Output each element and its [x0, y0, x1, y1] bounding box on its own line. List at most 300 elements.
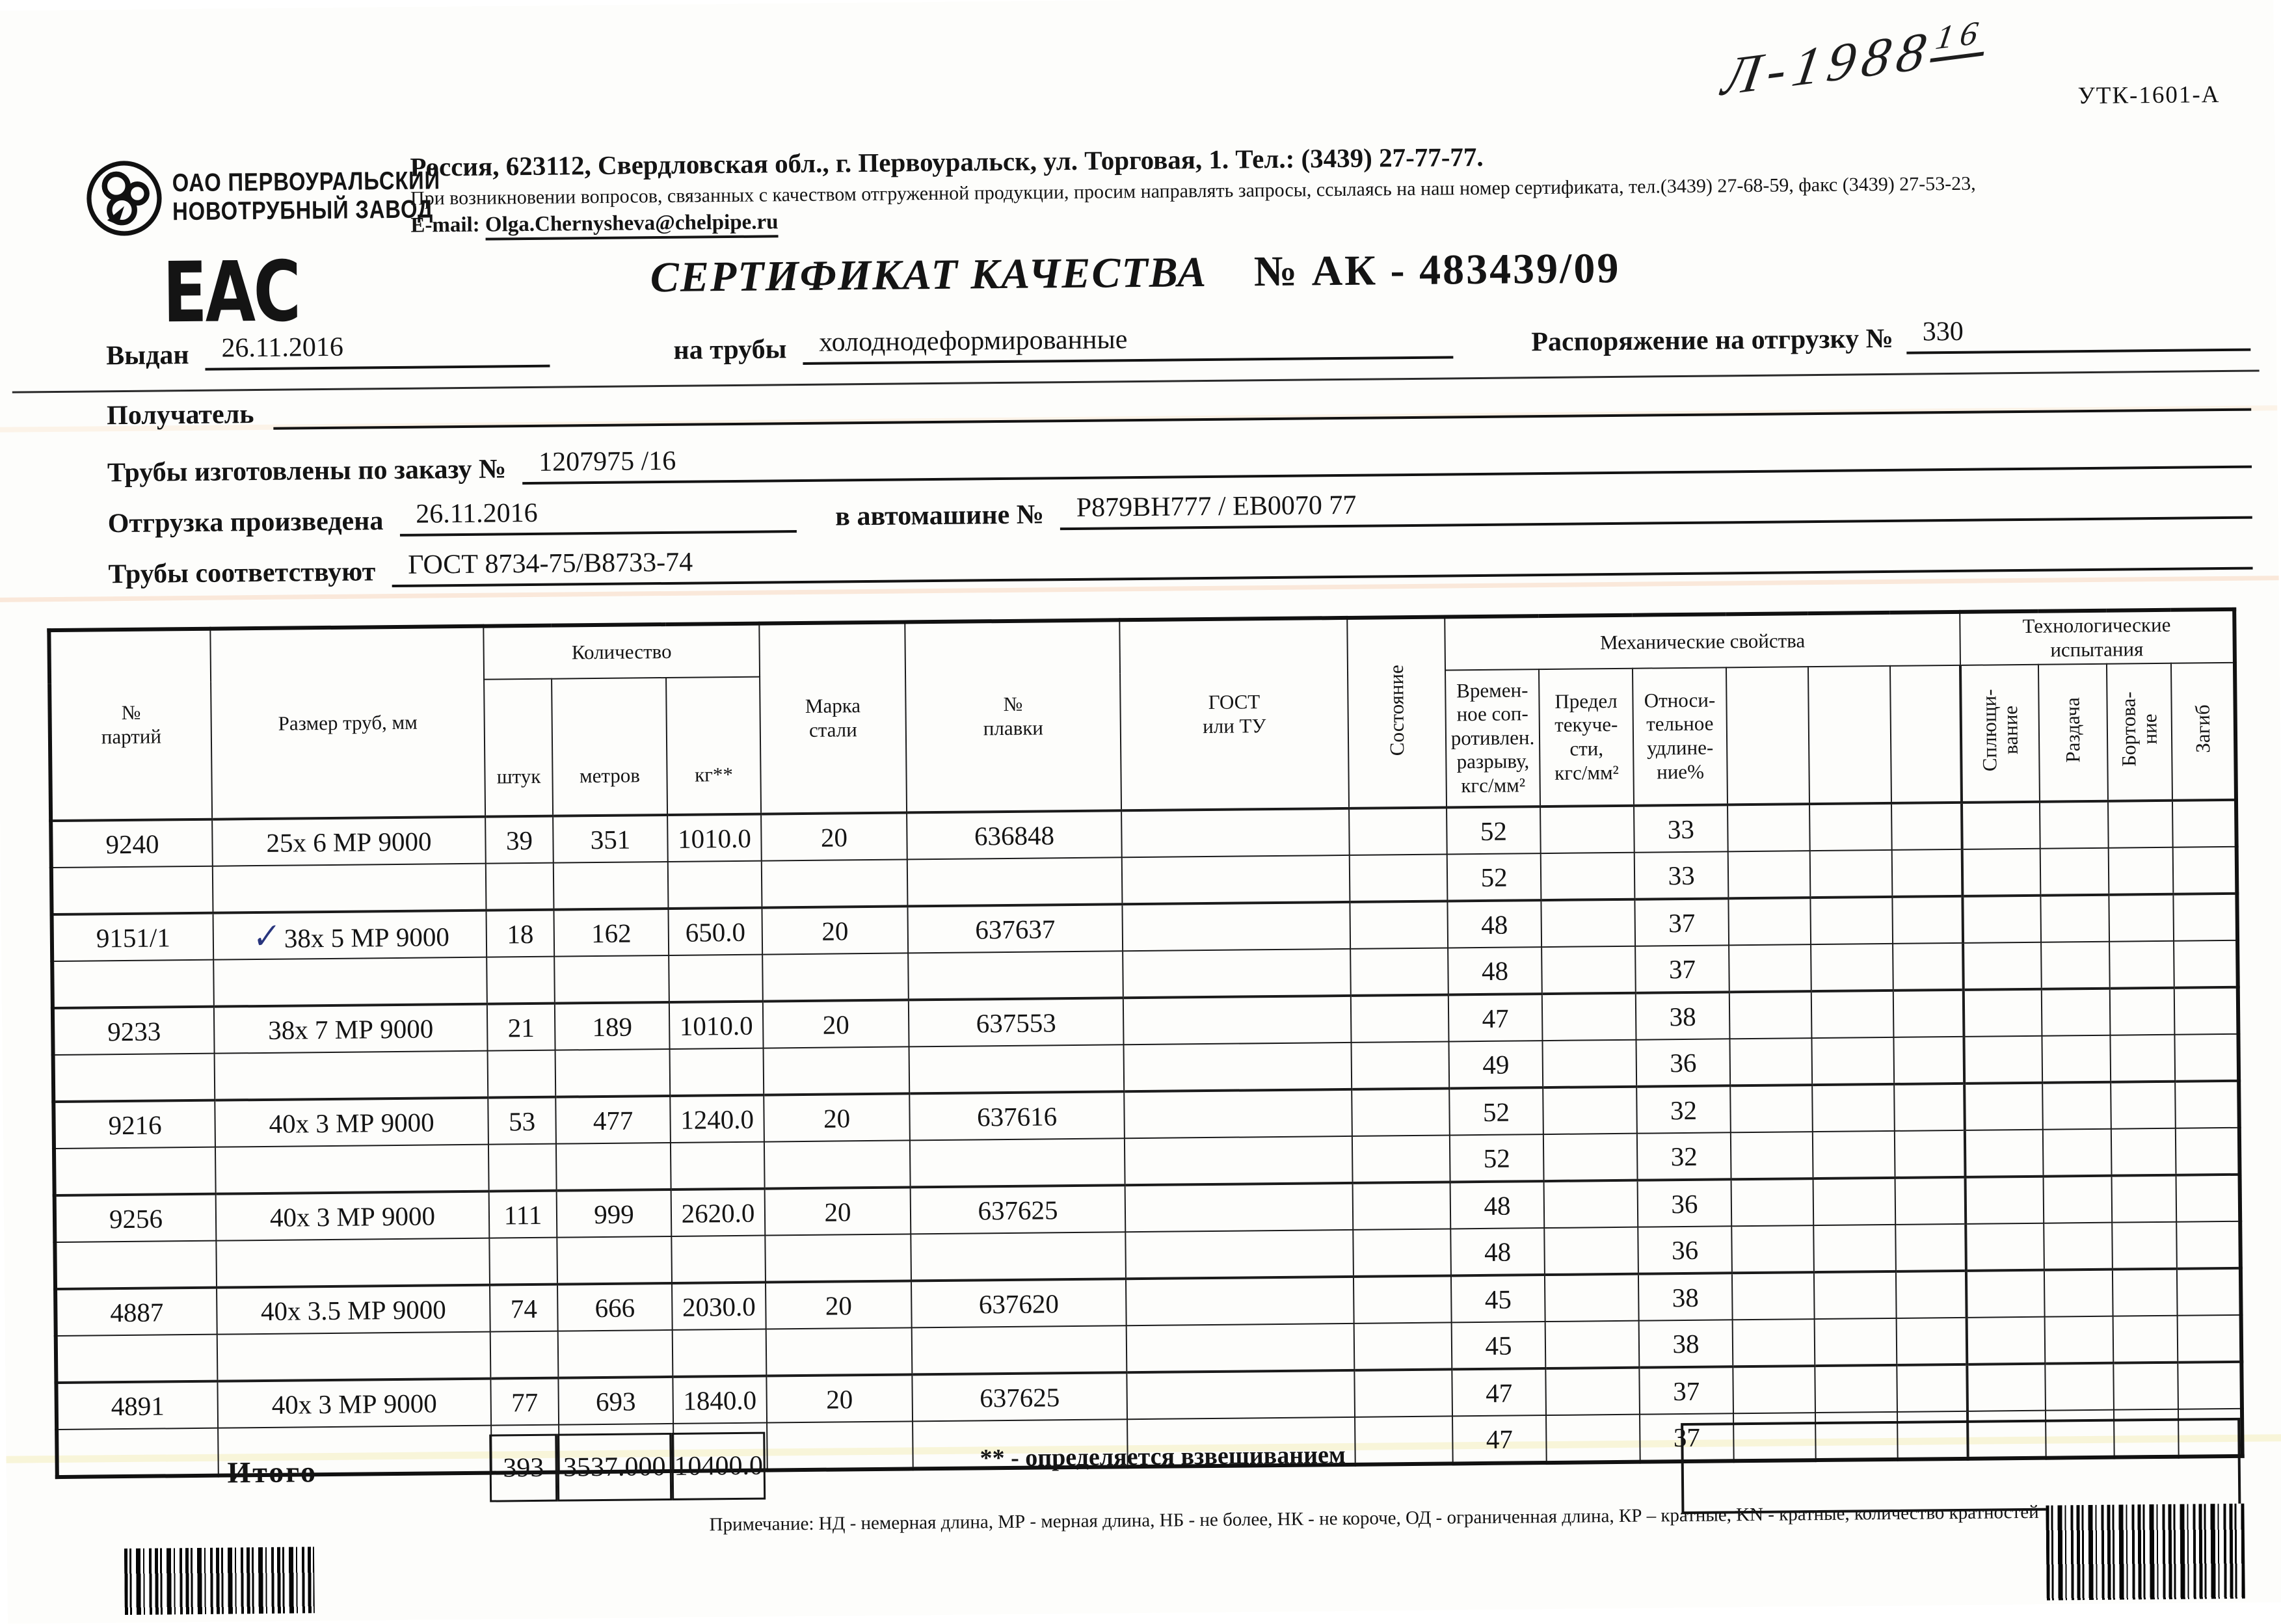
- cell-yield: [1545, 1274, 1639, 1322]
- cell-melt: [907, 857, 1123, 906]
- cell-pieces: [487, 957, 555, 1004]
- header-quantity-group: Количество: [483, 624, 760, 680]
- cell-yield: [1544, 1180, 1638, 1228]
- cell-elongation-value: 38: [1669, 1001, 1696, 1032]
- cell-mech-spare: [1815, 1365, 1897, 1413]
- cell-steel: [766, 1374, 913, 1422]
- cell-kg: [671, 1142, 765, 1190]
- weighing-footnote: ** - определяется взвешиванием: [980, 1441, 1346, 1472]
- cell-size-value: 25х 6 МР 9000: [266, 825, 432, 858]
- cell-expansion: [2044, 1223, 2113, 1270]
- company-contacts: [410, 133, 2258, 237]
- cell-flattening: [1967, 1317, 2046, 1364]
- cell-elongation: [1639, 1320, 1733, 1367]
- cell-mech-spare: [1728, 851, 1811, 898]
- cell-expansion: [2044, 1270, 2113, 1317]
- cell-expansion: [2040, 848, 2109, 896]
- cell-mech-spare: [1813, 1131, 1895, 1178]
- cell-meters: [555, 1002, 670, 1050]
- cell-tensile: [1447, 900, 1541, 948]
- cell-mech-spare: [1810, 897, 1893, 944]
- shipped-label: Отгрузка произведена: [107, 506, 384, 539]
- cell-elongation-value: 33: [1668, 860, 1695, 890]
- company-name-line2: НОВОТРУБНЫЙ ЗАВОД: [172, 195, 434, 226]
- cell-mech-spare: [1812, 1084, 1895, 1132]
- cell-elongation-value: 33: [1667, 814, 1695, 844]
- cell-kg-value: 1840.0: [683, 1385, 757, 1416]
- cell-steel: [765, 1187, 911, 1235]
- cell-mech-spare: [1729, 1038, 1812, 1085]
- cell-batch-value: 9233: [107, 1015, 161, 1046]
- cell-mech-spare: [1895, 1177, 1966, 1225]
- cell-flattening: [1964, 1083, 2043, 1130]
- cell-tensile-value: 45: [1484, 1284, 1512, 1314]
- cell-meters: [553, 815, 668, 863]
- cell-expansion: [2041, 942, 2110, 989]
- cell-size-value: 40х 3 МР 9000: [271, 1387, 437, 1420]
- cell-steel-value: 20: [820, 821, 848, 853]
- cell-tensile: [1452, 1322, 1546, 1369]
- cell-melt-value: 636848: [974, 819, 1055, 851]
- abbreviations-note: Примечание: НД - немерная длина, МР - мерная длина, НБ - не более, НК - не короче, ОД - ограниченная длина, КР – кратные, KN - кратные, количество кратностей: [709, 1501, 2039, 1536]
- cell-kg: [667, 814, 762, 862]
- cell-kg-value: 650.0: [685, 916, 746, 948]
- cell-elongation-value: 36: [1670, 1047, 1697, 1078]
- cell-mech-spare: [1728, 898, 1811, 945]
- cell-batch: [56, 1335, 218, 1383]
- cell-flanging: [2110, 988, 2175, 1035]
- cell-yield: [1545, 1321, 1640, 1368]
- header-mech-spare-1: [1726, 667, 1809, 805]
- barcode-left: [124, 1547, 315, 1615]
- cell-flattening: [1964, 1036, 2042, 1084]
- cell-tensile-value: 52: [1480, 862, 1508, 892]
- header-elongation: Относи- тельное удлине- ние%: [1633, 667, 1727, 805]
- cell-steel: [762, 906, 908, 954]
- cell-pieces: [489, 1191, 557, 1238]
- cell-tensile: [1447, 806, 1541, 854]
- truck-value: Р879ВН777 / ЕВ0070 77: [1060, 481, 2252, 531]
- empty-signature-box: [1681, 1418, 2241, 1514]
- cell-melt: [910, 1138, 1125, 1187]
- cell-kg-value: 2030.0: [682, 1291, 756, 1322]
- cell-mech-spare: [1733, 1366, 1815, 1413]
- header-flanging-label: Бортова- ние: [2116, 691, 2161, 767]
- shipping-order-label: Распоряжение на отгрузку №: [1531, 323, 1894, 358]
- cell-batch: [52, 913, 214, 961]
- cell-size-value: 38х 7 МР 9000: [267, 1013, 434, 1045]
- cell-yield: [1542, 993, 1636, 1041]
- cell-bending: [2174, 987, 2239, 1035]
- cell-flanging: [2110, 1035, 2175, 1082]
- cell-kg: [673, 1376, 767, 1424]
- header-pieces: штук: [484, 679, 553, 817]
- cell-mech-spare: [1733, 1319, 1815, 1366]
- cell-flattening: [1964, 989, 2042, 1037]
- cell-mech-spare: [1813, 1225, 1896, 1272]
- totals-kg-value: 10400.0: [674, 1450, 764, 1482]
- cell-flattening: [1966, 1177, 2044, 1224]
- cell-meters: [554, 862, 669, 910]
- cell-steel: [763, 1000, 909, 1048]
- cell-size-value: 40х 3.5 МР 9000: [260, 1294, 446, 1326]
- cell-kg: [671, 1189, 766, 1236]
- cell-mech-spare: [1813, 1178, 1896, 1225]
- header-size: Размер труб, мм: [210, 626, 485, 819]
- email-label: E-mail:: [410, 213, 480, 237]
- cell-melt: [909, 1045, 1125, 1093]
- cell-elongation: [1638, 1179, 1732, 1227]
- cell-size: [215, 1098, 488, 1147]
- cell-pieces-value: 53: [508, 1106, 536, 1136]
- cell-expansion: [2042, 989, 2111, 1036]
- cell-mech-spare: [1731, 1225, 1814, 1273]
- cell-melt: [907, 810, 1122, 859]
- company-address: Россия, 623112, Свердловская обл., г. Первоуральск, ул. Торговая, 1. Тел.: (3439) 27-77-77.: [410, 141, 1484, 182]
- cell-gost: [1123, 949, 1351, 998]
- cell-tensile-value: 47: [1482, 1003, 1509, 1033]
- cell-mech-spare: [1809, 803, 1892, 851]
- header-flanging: [2107, 663, 2172, 801]
- cell-batch: [52, 960, 214, 1008]
- cell-size: [214, 1004, 488, 1054]
- cell-expansion: [2042, 1082, 2111, 1130]
- header-steel-grade: Марка стали: [759, 622, 907, 814]
- cell-mech-spare: [1811, 991, 1894, 1038]
- cell-melt-value: 637625: [980, 1381, 1060, 1413]
- header-bending-label: Загиб: [2191, 704, 2215, 753]
- cell-steel: [766, 1327, 913, 1376]
- cell-mech-spare: [1815, 1318, 1897, 1366]
- cell-bending: [2174, 1034, 2239, 1082]
- cell-elongation-value: 38: [1672, 1282, 1700, 1312]
- cell-mech-spare: [1892, 849, 1963, 897]
- cell-expansion: [2045, 1363, 2114, 1411]
- cell-melt: [909, 998, 1124, 1046]
- cell-state: [1349, 807, 1447, 855]
- cell-melt-value: 637620: [978, 1288, 1060, 1319]
- cell-elongation-value: 36: [1671, 1188, 1698, 1219]
- cell-size: [213, 957, 487, 1007]
- cell-yield: [1543, 1040, 1637, 1087]
- cell-batch: [53, 1007, 215, 1055]
- cell-tensile: [1449, 1041, 1543, 1088]
- cell-yield: [1541, 899, 1635, 947]
- cell-state: [1352, 1088, 1450, 1136]
- cell-tensile: [1452, 1368, 1546, 1416]
- cell-meters-value: 693: [595, 1385, 636, 1417]
- cell-steel-value: 20: [823, 1102, 851, 1134]
- cell-mech-spare: [1811, 1037, 1894, 1085]
- cell-steel: [766, 1281, 912, 1329]
- cell-mech-spare: [1896, 1271, 1967, 1318]
- email-address: Olga.Chernysheva@chelpipe.ru: [485, 210, 779, 240]
- header-batch: № партий: [49, 629, 212, 821]
- cell-mech-spare: [1895, 1224, 1966, 1271]
- cell-batch-value: 4887: [110, 1296, 164, 1327]
- cell-pieces: [486, 910, 554, 957]
- cell-mech-spare: [1892, 896, 1963, 944]
- header-tensile-strength: Времен- ное соп- ротивлен. разрыву, кгс/мм²: [1445, 669, 1540, 807]
- certificate-title-text: СЕРТИФИКАТ КАЧЕСТВА: [650, 248, 1208, 302]
- header-mech-spare-3: [1890, 665, 1962, 803]
- cell-kg-value: 1240.0: [680, 1104, 754, 1135]
- cell-flanging: [2112, 1222, 2177, 1270]
- cell-bending: [2176, 1128, 2240, 1175]
- form-row-standard: [108, 532, 2252, 591]
- cell-pieces: [485, 816, 554, 864]
- cell-steel-value: 20: [826, 1383, 853, 1415]
- cell-elongation: [1634, 898, 1729, 946]
- cell-expansion: [2045, 1316, 2114, 1364]
- cell-pieces: [488, 1050, 556, 1098]
- pipe-batches-table: [47, 607, 2244, 1479]
- cell-pieces: [488, 1144, 557, 1191]
- cell-meters-value: 189: [592, 1011, 633, 1042]
- cell-meters: [555, 1049, 671, 1097]
- cell-state: [1353, 1229, 1451, 1276]
- cell-tensile-value: 48: [1484, 1190, 1511, 1221]
- cell-mech-spare: [1897, 1318, 1968, 1365]
- cell-mech-spare: [1814, 1271, 1897, 1319]
- cell-yield: [1541, 853, 1635, 900]
- header-melt-number: № плавки: [905, 620, 1121, 812]
- cell-meters: [557, 1190, 672, 1238]
- cell-size-value: 38х 5 МР 9000: [284, 921, 450, 953]
- cell-pieces: [490, 1378, 559, 1426]
- cell-bending: [2172, 800, 2237, 847]
- cell-elongation: [1636, 1039, 1730, 1086]
- cell-state: [1353, 1182, 1451, 1229]
- handwritten-text: Л-1988: [1718, 20, 1937, 108]
- cell-expansion: [2043, 1129, 2112, 1177]
- cell-state: [1354, 1369, 1452, 1417]
- totals-kg: [671, 1432, 766, 1500]
- cell-batch-value: 9240: [105, 828, 159, 859]
- cell-pieces-value: 111: [503, 1199, 542, 1230]
- cell-flanging: [2108, 801, 2173, 848]
- shipping-order-value: 330: [1906, 313, 2250, 354]
- cell-kg: [669, 1002, 764, 1049]
- issued-label: Выдан: [106, 340, 189, 371]
- cell-melt-value: 637637: [975, 913, 1056, 944]
- cell-yield: [1543, 1134, 1638, 1181]
- header-state: [1347, 617, 1447, 808]
- cell-state: [1352, 1135, 1450, 1182]
- cell-flattening: [1966, 1270, 2045, 1318]
- cell-flanging: [2109, 941, 2174, 989]
- cell-flattening: [1962, 802, 2040, 849]
- handwritten-registry-number: [1718, 12, 1990, 109]
- cell-mech-spare: [1897, 1364, 1968, 1412]
- cell-mech-spare: [1731, 1132, 1813, 1179]
- header-bending: [2171, 663, 2236, 801]
- cell-steel-value: 20: [824, 1196, 851, 1227]
- cell-mech-spare: [1893, 943, 1964, 991]
- handwritten-checkmark: ✓: [247, 916, 280, 957]
- cell-gost: [1121, 808, 1350, 857]
- cell-meters: [554, 909, 669, 957]
- cell-pieces-value: 18: [507, 918, 534, 949]
- cell-elongation: [1634, 851, 1729, 899]
- cell-tensile-value: 52: [1483, 1143, 1510, 1173]
- cell-tensile-value: 49: [1482, 1049, 1510, 1080]
- cell-elongation: [1638, 1273, 1733, 1320]
- cell-size-value: 40х 3 МР 9000: [269, 1200, 436, 1232]
- cell-pieces-value: 21: [507, 1012, 535, 1043]
- header-flattening-label: Сплющи- вание: [1977, 689, 2022, 772]
- cell-elongation-value: 37: [1668, 953, 1696, 984]
- cell-state: [1351, 994, 1449, 1042]
- cell-melt-value: 637553: [976, 1007, 1056, 1038]
- cell-size: [217, 1285, 490, 1335]
- cell-kg-value: 1010.0: [677, 823, 752, 854]
- cell-kg: [673, 1329, 767, 1377]
- cell-tensile: [1450, 1181, 1545, 1229]
- cell-pieces: [486, 863, 554, 911]
- cell-melt-value: 637625: [978, 1194, 1058, 1225]
- cell-tensile: [1448, 947, 1542, 994]
- cell-melt: [908, 951, 1123, 1000]
- cell-bending: [2173, 847, 2237, 894]
- cell-meters: [557, 1236, 672, 1285]
- cell-mech-spare: [1811, 944, 1893, 991]
- cell-pieces: [487, 1004, 555, 1051]
- cell-flanging: [2109, 894, 2174, 942]
- cell-bending: [2176, 1221, 2241, 1269]
- header-meters: метров: [552, 678, 667, 816]
- cell-meters-value: 999: [594, 1199, 634, 1229]
- cell-pieces: [490, 1285, 558, 1332]
- cell-tensile: [1451, 1275, 1545, 1322]
- standard-label: Трубы соответствуют: [108, 557, 376, 590]
- cell-kg: [668, 908, 762, 955]
- cell-elongation-value: 37: [1668, 907, 1696, 938]
- cell-flanging: [2113, 1316, 2178, 1363]
- cell-batch: [55, 1241, 217, 1289]
- cell-gost: [1123, 996, 1352, 1045]
- cell-elongation-value: 37: [1672, 1376, 1700, 1406]
- cell-melt: [911, 1279, 1127, 1327]
- cell-melt: [909, 1091, 1125, 1140]
- recipient-value: [274, 405, 2252, 430]
- company-name-line1: ОАО ПЕРВОУРАЛЬСКИЙ: [172, 166, 441, 198]
- cell-melt-value: 637616: [976, 1100, 1058, 1132]
- cell-elongation-value: 32: [1670, 1141, 1698, 1171]
- cell-flanging: [2112, 1175, 2177, 1223]
- cell-bending: [2178, 1362, 2242, 1409]
- cell-mech-spare: [1727, 804, 1810, 851]
- shipped-value: 26.11.2016: [399, 495, 797, 537]
- handwritten-superscript: 16: [1930, 14, 1990, 62]
- cell-steel: [762, 859, 908, 907]
- cell-elongation-value: 36: [1671, 1234, 1699, 1265]
- cell-size: [213, 911, 487, 960]
- cell-meters-value: 477: [593, 1105, 634, 1136]
- cell-flattening: [1965, 1130, 2044, 1177]
- header-technological-group: Технологические испытания: [1960, 609, 2235, 665]
- cell-mech-spare: [1893, 1037, 1964, 1084]
- cell-gost: [1126, 1277, 1354, 1325]
- cell-tensile-value: 48: [1484, 1236, 1512, 1267]
- cell-gost: [1127, 1370, 1355, 1419]
- cell-meters: [556, 1143, 671, 1191]
- cell-meters: [558, 1330, 673, 1378]
- totals-pieces: [489, 1434, 557, 1502]
- form-row-order-number: [107, 431, 2252, 489]
- issued-value: 26.11.2016: [205, 330, 550, 371]
- header-mechanical-group: Механические свойства: [1445, 612, 1960, 671]
- standard-value: ГОСТ 8734-75/В8733-74: [392, 532, 2253, 587]
- totals-label: Итого: [227, 1455, 318, 1489]
- cell-expansion: [2044, 1176, 2113, 1223]
- cell-mech-spare: [1810, 850, 1893, 898]
- cell-melt: [912, 1325, 1127, 1374]
- cell-mech-spare: [1731, 1178, 1814, 1226]
- cell-expansion: [2040, 895, 2109, 942]
- table-body: [51, 800, 2243, 1477]
- cell-tensile-value: 52: [1482, 1097, 1510, 1127]
- cell-pieces-value: 77: [511, 1387, 539, 1417]
- cell-mech-spare: [1895, 1130, 1966, 1178]
- cell-pieces: [490, 1331, 559, 1379]
- cell-gost: [1124, 1043, 1352, 1091]
- cell-mech-spare: [1730, 1085, 1813, 1132]
- cell-kg-value: 1010.0: [679, 1010, 753, 1041]
- cell-meters: [558, 1377, 673, 1425]
- cell-tensile-value: 48: [1481, 955, 1509, 986]
- certificate-title: [0, 237, 2276, 309]
- cell-batch-value: 9256: [109, 1203, 163, 1234]
- cell-elongation: [1634, 805, 1728, 852]
- recipient-label: Получатель: [106, 399, 254, 431]
- cell-kg: [672, 1283, 766, 1330]
- cell-batch-value: 4891: [111, 1390, 165, 1421]
- cell-meters: [555, 1096, 671, 1144]
- cell-pieces: [489, 1238, 557, 1285]
- cell-elongation-value: 37: [1673, 1422, 1701, 1452]
- cell-steel: [762, 953, 909, 1001]
- cell-mech-spare: [1732, 1272, 1815, 1320]
- cell-yield: [1544, 1227, 1638, 1275]
- cell-bending: [2178, 1315, 2242, 1363]
- cell-elongation-value: 38: [1672, 1328, 1700, 1359]
- cell-kg: [671, 1236, 766, 1283]
- cell-meters-value: 162: [591, 918, 632, 948]
- cell-tensile-value: 48: [1481, 909, 1508, 940]
- cell-tensile: [1450, 1134, 1544, 1182]
- cell-elongation: [1635, 945, 1729, 992]
- cell-bending: [2173, 894, 2237, 941]
- certificate-number: № АК - 483439/09: [1253, 244, 1621, 296]
- cell-pieces-value: 39: [505, 825, 533, 855]
- cell-expansion: [2042, 1035, 2111, 1083]
- cell-state: [1354, 1275, 1452, 1323]
- cell-pieces-value: 74: [510, 1293, 538, 1324]
- cell-size-value: 40х 3 МР 9000: [269, 1106, 434, 1139]
- cell-kg: [669, 955, 763, 1002]
- form-row-issued: [106, 313, 2250, 372]
- cell-state: [1350, 901, 1448, 948]
- cell-size: [216, 1238, 490, 1288]
- cell-steel-value: 20: [822, 1009, 849, 1040]
- pipe-plant-logo-icon: [85, 159, 163, 237]
- cell-tensile-value: 47: [1486, 1424, 1514, 1454]
- cell-flattening: [1967, 1364, 2046, 1411]
- cell-gost: [1125, 1136, 1353, 1185]
- header-expansion-label: Раздача: [2061, 697, 2085, 763]
- cell-elongation: [1636, 1085, 1731, 1133]
